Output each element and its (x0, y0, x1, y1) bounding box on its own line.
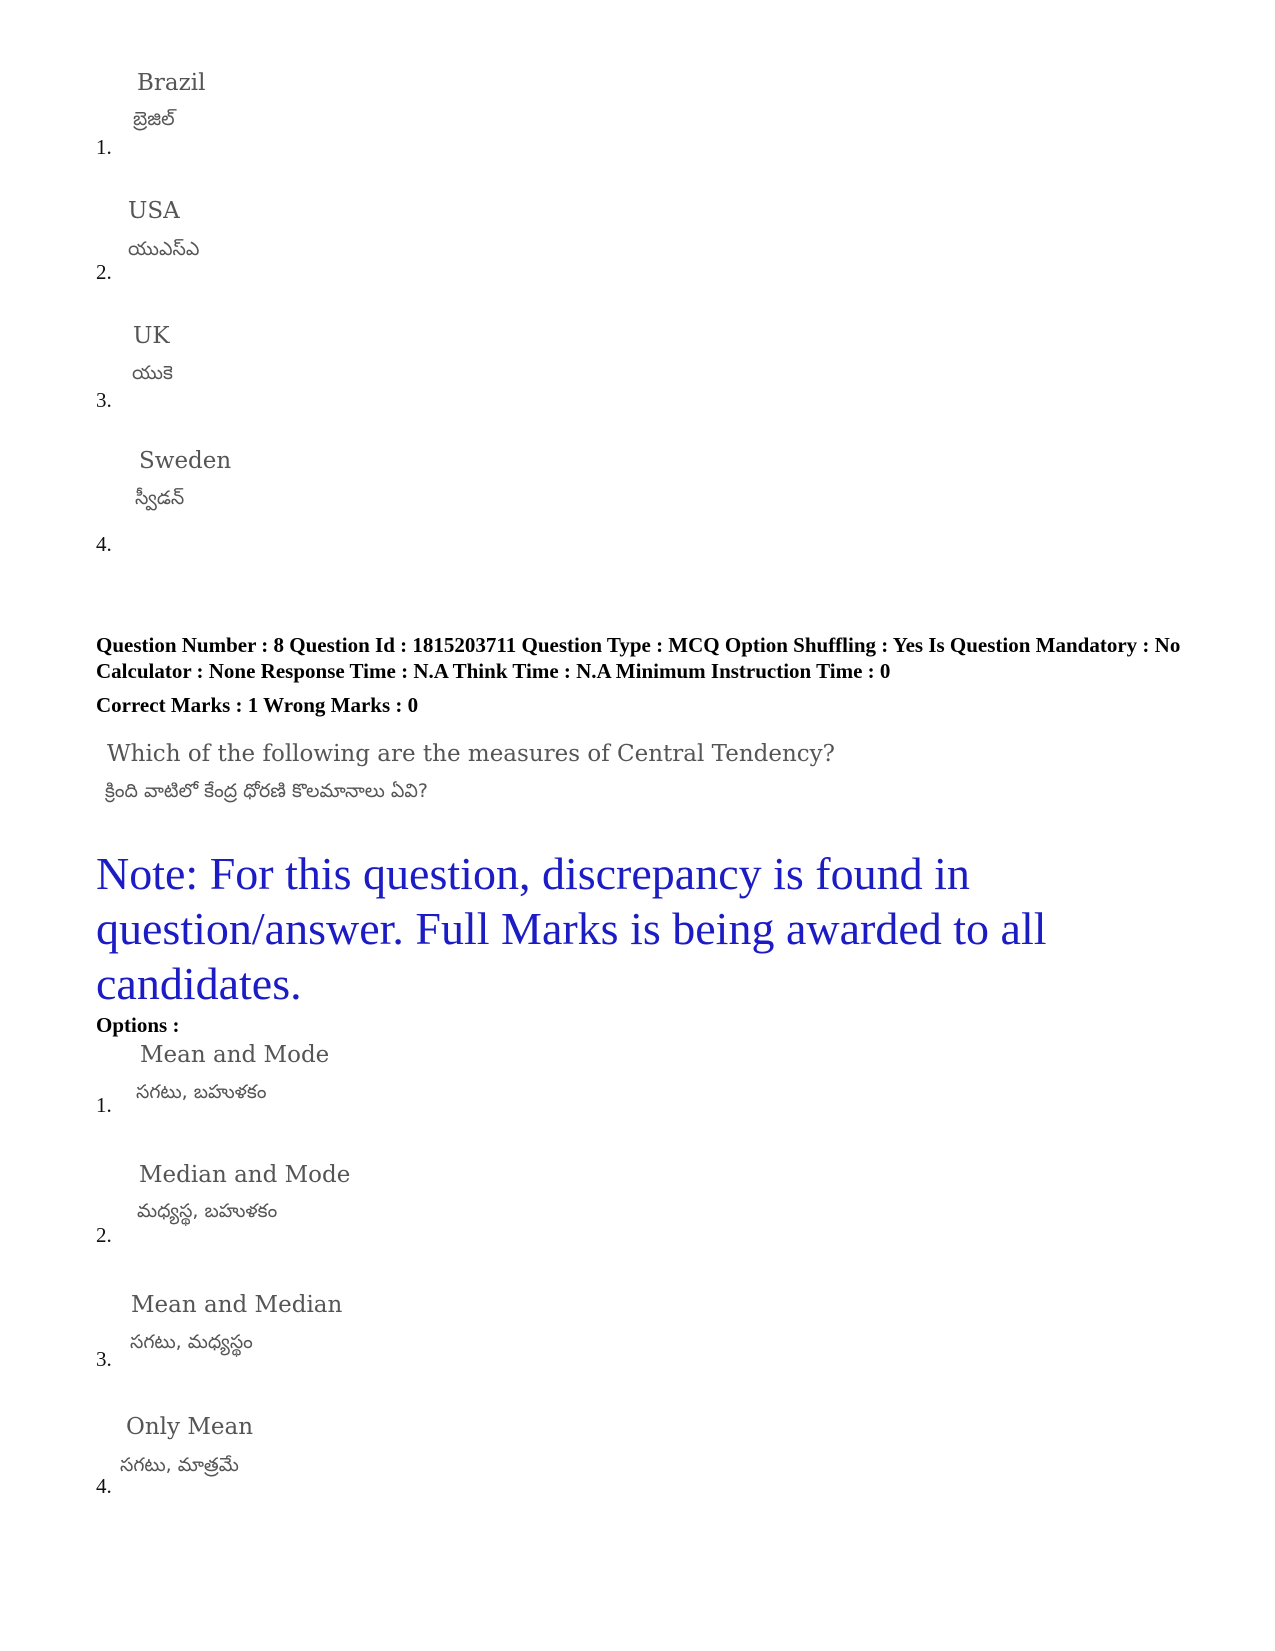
prev-option-4-number: 4. (96, 532, 112, 556)
option-2-number: 2. (96, 1223, 112, 1247)
prev-option-2-number: 2. (96, 260, 112, 284)
prev-option-4-en: Sweden (139, 448, 232, 474)
prev-option-2-te: యుఎస్ఎ (128, 238, 200, 260)
options-label: Options : (96, 1013, 180, 1037)
option-2-te: మధ్యస్థ, బహుళకం (137, 1200, 278, 1222)
option-4-te: సగటు, మాత్రమే (120, 1454, 239, 1476)
prev-option-3-en: UK (133, 323, 170, 349)
option-2-en: Median and Mode (139, 1162, 351, 1188)
prev-option-1-te: బ్రెజిల్ (133, 108, 175, 130)
question-meta: Question Number : 8 Question Id : 1815203711 Question Type : MCQ Option Shuffling : Yes Is Question Mandatory : No Calculator : None Response Time : N.A Think Time : N.A Minimum Instruction Time : 0 (96, 633, 1181, 683)
option-1-number: 1. (96, 1093, 112, 1117)
question-marks: Correct Marks : 1 Wrong Marks : 0 (96, 693, 419, 717)
option-4-en: Only Mean (126, 1414, 254, 1440)
prev-option-3-number: 3. (96, 388, 112, 412)
prev-option-1-number: 1. (96, 135, 112, 159)
option-3-number: 3. (96, 1347, 112, 1371)
prev-option-1-en: Brazil (137, 70, 206, 96)
prev-option-2-en: USA (128, 198, 180, 224)
prev-option-4-te: స్వీడన్ (135, 487, 185, 509)
question-text-te: క్రింది వాటిలో కేంద్ర ధోరణి కొలమానాలు ఏవి? (105, 780, 428, 802)
prev-option-3-te: యుకె (132, 362, 173, 384)
option-3-en: Mean and Median (131, 1292, 343, 1318)
question-text-en: Which of the following are the measures of Central Tendency? (107, 741, 835, 767)
option-4-number: 4. (96, 1474, 112, 1498)
option-3-te: సగటు, మధ్యస్థం (130, 1331, 253, 1353)
discrepancy-note: Note: For this question, discrepancy is found in question/answer. Full Marks is being awarded to all candidates. (96, 848, 1047, 1009)
option-1-en: Mean and Mode (140, 1042, 330, 1068)
option-1-te: సగటు, బహుళకం (136, 1081, 267, 1103)
